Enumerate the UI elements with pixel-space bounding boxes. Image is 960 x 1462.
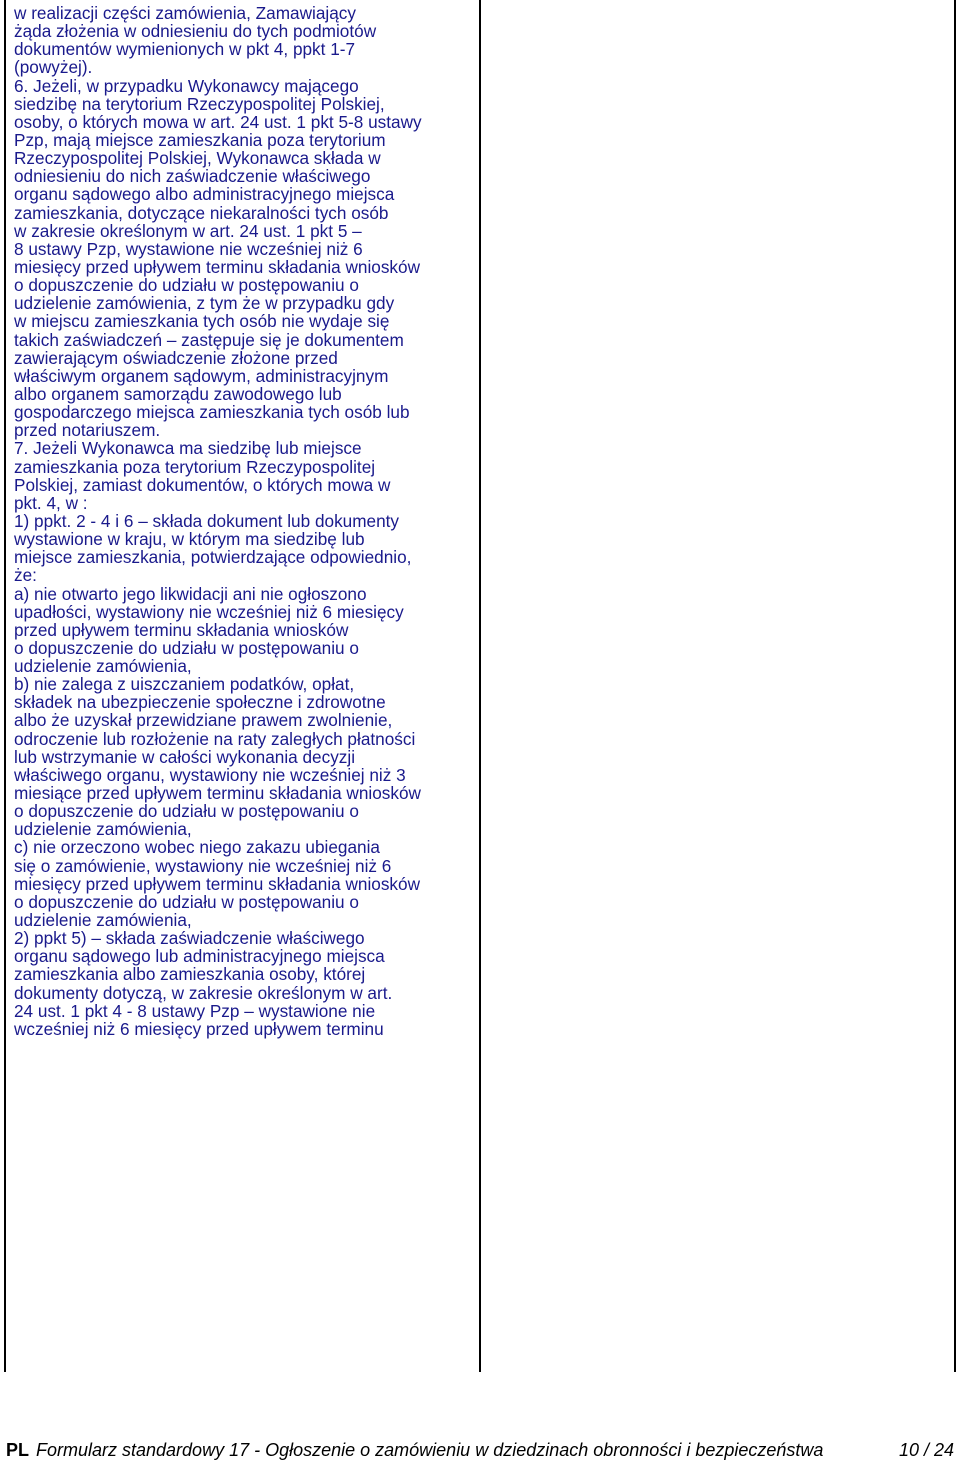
text-line: przed notariuszem. bbox=[14, 420, 161, 441]
text-line: 24 ust. 1 pkt 4 - 8 ustawy Pzp – wystawione nie bbox=[14, 1000, 376, 1021]
text-line: c) nie orzeczono wobec niego zakazu ubiegania bbox=[14, 837, 380, 858]
left-column-text bbox=[14, 4, 474, 1038]
text-line: że: bbox=[14, 565, 37, 586]
text-line: siedzibę na terytorium Rzeczypospolitej Polskiej, bbox=[14, 93, 385, 114]
text-line: upadłości, wystawiony nie wcześniej niż 6 miesięcy bbox=[14, 601, 404, 622]
text-line: zamieszkania poza terytorium Rzeczypospolitej bbox=[14, 456, 376, 477]
text-line: o dopuszczenie do udziału w postępowaniu o bbox=[14, 891, 359, 912]
text-line: dokumentów wymienionych w pkt 4, ppkt 1-7 bbox=[14, 39, 356, 60]
text-line: osoby, o których mowa w art. 24 ust. 1 pkt 5-8 ustawy bbox=[14, 111, 422, 132]
right-border bbox=[954, 0, 956, 1372]
text-line: 6. Jeżeli, w przypadku Wykonawcy mającego bbox=[14, 75, 359, 96]
text-line: właściwego organu, wystawiony nie wcześniej niż 3 bbox=[14, 764, 406, 785]
text-line: 8 ustawy Pzp, wystawione nie wcześniej niż 6 bbox=[14, 238, 363, 259]
text-line: a) nie otwarto jego likwidacji ani nie ogłoszono bbox=[14, 583, 367, 604]
text-line: lub wstrzymanie w całości wykonania decyzji bbox=[14, 746, 356, 767]
text-line: zamieszkania, dotyczące niekaralności tych osób bbox=[14, 202, 389, 223]
text-line: b) nie zalega z uiszczaniem podatków, opłat, bbox=[14, 674, 355, 695]
text-line: udzielenie zamówienia, bbox=[14, 819, 192, 840]
text-line: takich zaświadczeń – zastępuje się je dokumentem bbox=[14, 329, 404, 350]
text-line: w zakresie określonym w art. 24 ust. 1 pkt 5 – bbox=[14, 220, 362, 241]
page-footer bbox=[0, 1438, 960, 1462]
text-line: (powyżej). bbox=[14, 57, 93, 78]
text-line: miesięcy przed upływem terminu składania wniosków bbox=[14, 256, 420, 277]
text-line: zamieszkania albo zamieszkania osoby, której bbox=[14, 964, 366, 985]
text-line: odniesieniu do nich zaświadczenie właściwego bbox=[14, 166, 371, 187]
text-line: albo że uzyskał przewidziane prawem zwolnienie, bbox=[14, 710, 393, 731]
text-line: miesiące przed upływem terminu składania wniosków bbox=[14, 783, 421, 804]
text-line: właściwym organem sądowym, administracyjnym bbox=[14, 365, 389, 386]
text-line: wcześniej niż 6 miesięcy przed upływem terminu bbox=[14, 1018, 384, 1039]
text-line: gospodarczego miejsca zamieszkania tych osób lub bbox=[14, 402, 410, 423]
text-line: o dopuszczenie do udziału w postępowaniu o bbox=[14, 275, 359, 296]
text-line: odroczenie lub rozłożenie na raty zaległych płatności bbox=[14, 728, 416, 749]
text-line: przed upływem terminu składania wniosków bbox=[14, 619, 349, 640]
text-line: udzielenie zamówienia, bbox=[14, 656, 192, 677]
left-border bbox=[4, 0, 6, 1372]
footer-page-number: 10 / 24 bbox=[898, 1440, 954, 1460]
text-line: składek na ubezpieczenie społeczne i zdrowotne bbox=[14, 692, 386, 713]
text-line: w realizacji części zamówienia, Zamawiający bbox=[14, 3, 356, 23]
text-line: pkt. 4, w : bbox=[14, 492, 88, 513]
text-line: wystawione w kraju, w którym ma siedzibę lub bbox=[14, 529, 365, 550]
text-line: miesięcy przed upływem terminu składania wniosków bbox=[14, 873, 420, 894]
text-line: o dopuszczenie do udziału w postępowaniu o bbox=[14, 637, 359, 658]
text-line: Rzeczypospolitej Polskiej, Wykonawca składa w bbox=[14, 148, 381, 169]
text-line: o dopuszczenie do udziału w postępowaniu o bbox=[14, 801, 359, 822]
text-line: 1) ppkt. 2 - 4 i 6 – składa dokument lub dokumenty bbox=[14, 510, 400, 531]
text-line: organu sądowego albo administracyjnego miejsca bbox=[14, 184, 395, 205]
text-line: w miejscu zamieszkania tych osób nie wydaje się bbox=[14, 311, 390, 332]
text-line: zawierającym oświadczenie złożone przed bbox=[14, 347, 338, 368]
text-line: 2) ppkt 5) – składa zaświadczenie właściwego bbox=[14, 928, 365, 949]
text-line: się o zamówienie, wystawiony nie wcześniej niż 6 bbox=[14, 855, 392, 876]
footer-form-title: Formularz standardowy 17 - Ogłoszenie o zamówieniu w dziedzinach obronności i bezpieczeństwa bbox=[36, 1440, 824, 1460]
text-line: 7. Jeżeli Wykonawca ma siedzibę lub miejsce bbox=[14, 438, 362, 459]
text-line: albo organem samorządu zawodowego lub bbox=[14, 383, 342, 404]
column-divider bbox=[479, 0, 481, 1372]
text-line: udzielenie zamówienia, z tym że w przypadku gdy bbox=[14, 293, 395, 314]
text-line: dokumenty dotyczą, w zakresie określonym w art. bbox=[14, 982, 393, 1003]
text-line: Polskiej, zamiast dokumentów, o których mowa w bbox=[14, 474, 391, 495]
text-line: miejsce zamieszkania, potwierdzające odpowiednio, bbox=[14, 547, 412, 568]
text-line: żąda złożenia w odniesieniu do tych podmiotów bbox=[14, 21, 377, 42]
text-line: organu sądowego lub administracyjnego miejsca bbox=[14, 946, 385, 967]
footer-language: PL bbox=[6, 1440, 30, 1460]
text-line: udzielenie zamówienia, bbox=[14, 910, 192, 931]
text-line: Pzp, mają miejsce zamieszkania poza terytorium bbox=[14, 129, 386, 150]
